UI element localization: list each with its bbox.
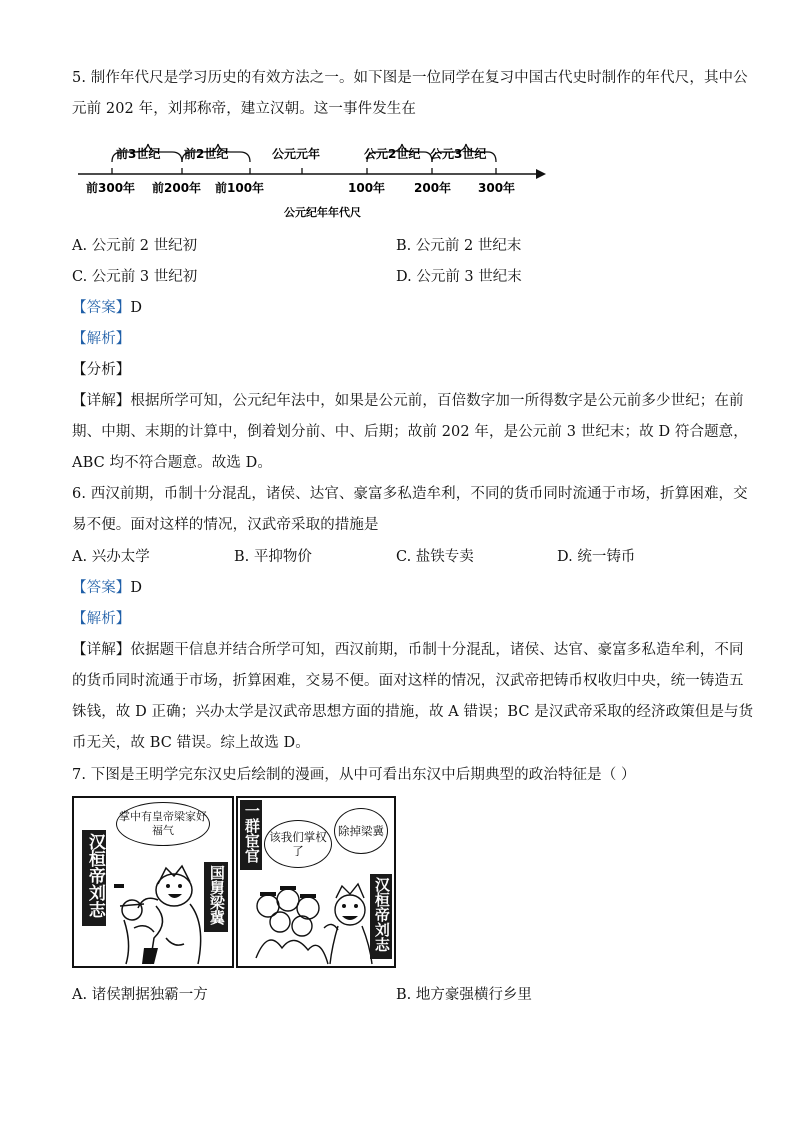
cartoon-bubble-1: 掌中有皇帝梁家好福气 — [116, 802, 210, 846]
answer-tag: 【答案】 — [72, 300, 131, 316]
q5-option-a: A. 公元前 2 世纪初 — [72, 238, 198, 254]
answer-value: D — [130, 300, 143, 316]
bracket-label-ad2: 公元2世纪 — [364, 147, 421, 161]
center-label: 公元元年 — [272, 147, 321, 161]
q5-option-b: B. 公元前 2 世纪末 — [396, 238, 522, 254]
tick-bc300: 前300年 — [86, 181, 136, 195]
detail-text: 依据题干信息并结合所学可知，西汉前期，币制十分混乱，诸侯、达官、豪富多私造牟利，不同 — [130, 642, 744, 658]
q6-stem-line2: 易不便。面对这样的情况，汉武帝采取的措施是 — [72, 517, 379, 533]
q6-detail-line1 — [72, 638, 744, 659]
q5-option-c: C. 公元前 3 世纪初 — [72, 269, 198, 285]
q6-detail-line2: 的货币同时流通于市场，折算困难，交易不便。面对这样的情况，汉武帝把铸币权收归中央，统一铸造五 — [72, 673, 744, 689]
q6-option-a: A. 兴办太学 — [72, 549, 150, 565]
q6-answer-line — [72, 576, 142, 597]
timeline-caption: 公元纪年年代尺 — [284, 206, 361, 219]
tick-100: 100年 — [348, 181, 386, 195]
q6-stem-line1: 6. 西汉前期，币制十分混乱，诸侯、达官、豪富多私造牟利，不同的货币同时流通于市场，折算困难，交 — [72, 486, 748, 502]
answer-value: D — [130, 580, 143, 596]
cartoon-label-eunuchs: 一群宦官 — [240, 800, 262, 870]
bracket-label-bc3: 前3世纪 — [116, 147, 161, 161]
detail-tag: 【详解】 — [72, 642, 131, 658]
tick-bc100: 前100年 — [215, 181, 265, 195]
q7-option-a: A. 诸侯割据独霸一方 — [72, 987, 208, 1003]
tick-200: 200年 — [414, 181, 452, 195]
bracket-label-bc2: 前2世纪 — [184, 147, 229, 161]
cartoon-label-liangji: 国舅梁冀 — [204, 862, 228, 932]
cartoon-bubble-2: 该我们掌权了 — [264, 820, 332, 868]
cartoon-panel-2 — [236, 796, 396, 968]
q5-detail-line1 — [72, 389, 744, 410]
q5-answer-line — [72, 296, 142, 317]
q5-detail-line3: ABC 均不符合题意。故选 D。 — [72, 455, 272, 471]
q5-fenxi-tag: 【分析】 — [72, 362, 131, 378]
q6-detail-line3: 铢钱，故 D 正确；兴办太学是汉武帝思想方面的措施，故 A 错误；BC 是汉武帝采取的经济政策但是与货 — [72, 704, 754, 720]
q5-stem-line2: 元前 202 年，刘邦称帝，建立汉朝。这一事件发生在 — [72, 101, 416, 117]
q5-option-d: D. 公元前 3 世纪末 — [396, 269, 522, 285]
tick-bc200: 前200年 — [152, 181, 202, 195]
detail-tag: 【详解】 — [72, 393, 131, 409]
q5-analysis-tag: 【解析】 — [72, 331, 131, 347]
tick-300: 300年 — [478, 181, 516, 195]
q6-detail-line4: 币无关，故 BC 错误。综上故选 D。 — [72, 735, 310, 751]
q6-option-d: D. 统一铸币 — [557, 549, 636, 565]
q7-cartoon — [72, 796, 396, 968]
q5-timeline-figure — [72, 140, 552, 222]
q5-stem-line1: 5. 制作年代尺是学习历史的有效方法之一。如下图是一位同学在复习中国古代史时制作的年代尺，其中公 — [72, 70, 748, 86]
q5-detail-line2: 期、中期、末期的计算中，倒着划分前、中、后期；故前 202 年，是公元前 3 世纪末；故 D 符合题意， — [72, 424, 748, 440]
timeline-svg — [72, 140, 552, 222]
cartoon-panel-1 — [72, 796, 234, 968]
q7-option-b: B. 地方豪强横行乡里 — [396, 987, 532, 1003]
answer-tag: 【答案】 — [72, 580, 131, 596]
cartoon-label-emperor-1: 汉桓帝刘志 — [82, 830, 106, 926]
bracket-label-ad3: 公元3世纪 — [430, 147, 487, 161]
detail-text: 根据所学可知，公元纪年法中，如果是公元前，百倍数字加一所得数字是公元前多少世纪；在前 — [130, 393, 744, 409]
q6-option-b: B. 平抑物价 — [234, 549, 312, 565]
timeline-arrow — [536, 169, 546, 179]
q6-option-c: C. 盐铁专卖 — [396, 549, 474, 565]
cartoon-bubble-3: 除掉梁冀 — [334, 808, 388, 854]
q7-stem: 7. 下图是王明学完东汉史后绘制的漫画，从中可看出东汉中后期典型的政治特征是（ ） — [72, 767, 636, 783]
q6-analysis-tag: 【解析】 — [72, 611, 131, 627]
cartoon-label-emperor-2: 汉桓帝刘志 — [370, 874, 392, 959]
